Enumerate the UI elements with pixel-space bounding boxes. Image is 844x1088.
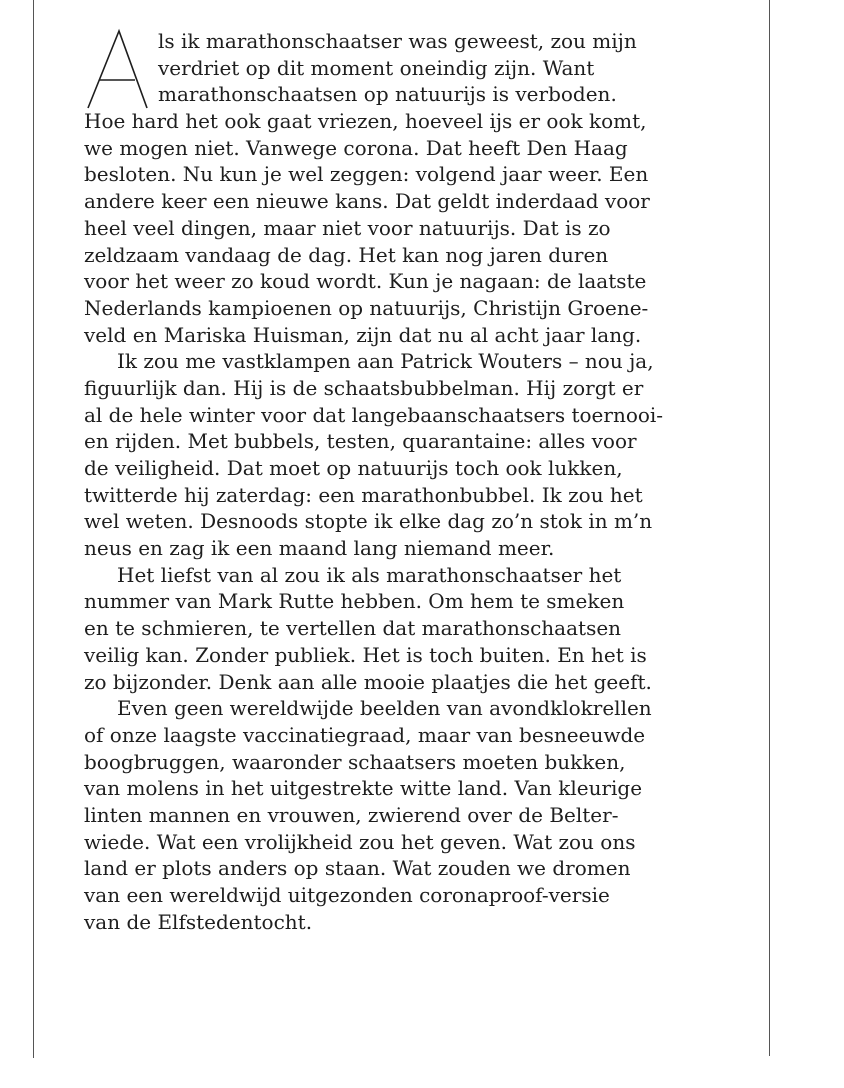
article-paragraph <box>84 695 724 935</box>
text-line: zeldzaam vandaag de dag. Het kan nog jaren duren <box>84 242 609 267</box>
text-line: twitterde hij zaterdag: een marathonbubbel. Ik zou het <box>84 482 643 507</box>
text-line: wel weten. Desnoods stopte ik elke dag zo’n stok in m’n <box>84 509 653 534</box>
text-line: van molens in het uitgestrekte witte land. Van kleurige <box>84 776 643 801</box>
text-line: en te schmieren, te vertellen dat marathonschaatsen <box>84 616 622 641</box>
text-line: Hoe hard het ook gaat vriezen, hoeveel ijs er ook komt, <box>84 109 647 134</box>
text-line: veld en Mariska Huisman, zijn dat nu al acht jaar lang. <box>84 322 642 347</box>
column-rule-left <box>33 0 34 1058</box>
text-line: Ik zou me vastklampen aan Patrick Wouters – nou ja, <box>117 349 654 374</box>
drop-cap <box>84 28 154 112</box>
text-line: andere keer een nieuwe kans. Dat geldt inderdaad voor <box>84 189 650 214</box>
article-paragraph <box>84 348 724 562</box>
article-paragraph <box>84 562 724 695</box>
article-paragraph <box>84 28 724 348</box>
text-line: Het liefst van al zou ik als marathonschaatser het <box>117 562 622 587</box>
text-line: neus en zag ik een maand lang niemand meer. <box>84 536 555 561</box>
text-line: besloten. Nu kun je wel zeggen: volgend jaar weer. Een <box>84 162 649 187</box>
text-line: voor het weer zo koud wordt. Kun je nagaan: de laatste <box>84 269 647 294</box>
text-line: nummer van Mark Rutte hebben. Om hem te smeken <box>84 589 625 614</box>
text-line: veilig kan. Zonder publiek. Het is toch buiten. En het is <box>84 642 647 667</box>
text-line: al de hele winter voor dat langebaanschaatsers toernooi- <box>84 402 664 427</box>
text-line: boogbruggen, waaronder schaatsers moeten bukken, <box>84 749 626 774</box>
text-line: van de Elfstedentocht. <box>84 909 313 934</box>
text-line: de veiligheid. Dat moet op natuurijs toch ook lukken, <box>84 456 623 480</box>
text-line: verdriet op dit moment oneindig zijn. Want <box>158 55 595 80</box>
text-line: en rijden. Met bubbels, testen, quarantaine: alles voor <box>84 429 637 454</box>
text-line: heel veel dingen, maar niet voor natuurijs. Dat is zo <box>84 215 611 240</box>
text-line: ls ik marathonschaatser was geweest, zou mijn <box>158 29 637 53</box>
text-line: zo bijzonder. Denk aan alle mooie plaatjes die het geeft. <box>84 669 652 694</box>
text-line: van een wereldwijd uitgezonden coronaproof-versie <box>84 883 610 907</box>
text-line: we mogen niet. Vanwege corona. Dat heeft Den Haag <box>84 135 628 160</box>
text-line: of onze laagste vaccinatiegraad, maar van besneeuwde <box>84 722 646 747</box>
text-line: wiede. Wat een vrolijkheid zou het geven. Wat zou ons <box>84 829 636 854</box>
text-line: figuurlijk dan. Hij is de schaatsbubbelman. Hij zorgt er <box>84 375 644 400</box>
text-line: Nederlands kampioenen op natuurijs, Christijn Groene- <box>84 295 649 320</box>
article-column <box>84 28 724 935</box>
text-line: land er plots anders op staan. Wat zouden we dromen <box>84 856 631 881</box>
text-line: marathonschaatsen op natuurijs is verboden. <box>158 82 617 107</box>
text-line: linten mannen en vrouwen, zwierend over de Belter- <box>84 802 619 827</box>
column-rule-right <box>769 0 770 1056</box>
text-line: Even geen wereldwijde beelden van avondklokrellen <box>117 696 652 721</box>
